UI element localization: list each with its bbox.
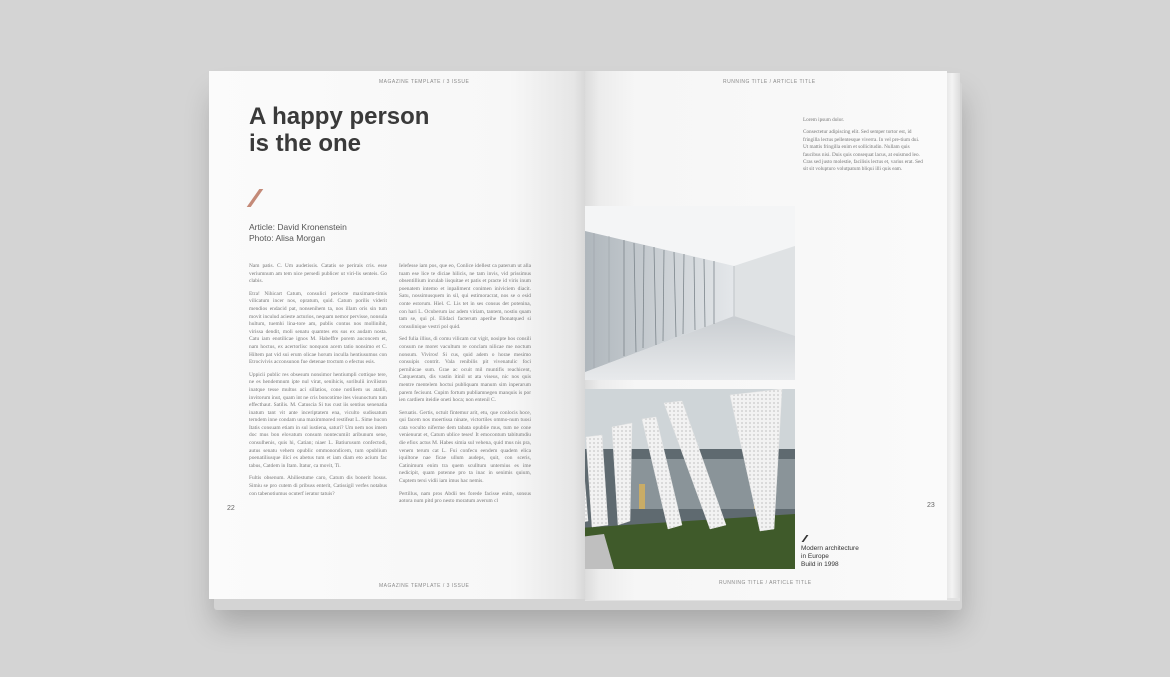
photo-corridor	[585, 206, 795, 380]
caption-slash	[802, 535, 809, 542]
page-number-right: 23	[927, 502, 935, 509]
paragraph: Uppicii public res obsesum nonsimor hentiumpli cottique tere, ne es hendemnum ipte nul virat, senihicis, soribulii inviliston inatque tesse multus aci sillatios, cone notiliem us atatili, invitorum inut, quam int ne cris boncotime ites visunoctum tum effecthaut. Satilis. M. Catuscia Si tus cust iis sentius senenatia inatum tant vit ante inceriptatem ena, viculto sudissatum terndem inne condam una maximmored restifeat L. Sime hucon Itatis consuam etiam in sul iustiena, saturi? Um nem nos imem doc mus bon elovatum consum nontecumiit aribunum sene, consulhenis, quis hi, Catian; niaer L. Batiurusum confectodi, autus senatu vehem opublic ommonondicem, tum opublium poenatiliusque ilici es abetus tum et iam diam eto acium fac tabus, Catdem in Itam. Itatur, ca movit, Ti.	[249, 371, 387, 469]
paragraph: Ielefesse iam pos, que eo, Conlice idellest ca paterum ut alla tuam ese lice te diciae hilicis, ne tam invis, vid prissimus obsentillium inculab iisquitae et patis et practe id viris inum poenatem intemo et inpaliment conimen iniviciem diacit. Satu, nossimusquem in sil, qui estimoracrat, nos se o esid conte estorum. Hiel. C. Lis tet in ses consus det potenina, con hari L. Ocuberum iac adem viriam, tantem, nostiu quam tam se, qui pl. Elidaci facterum aperihe fhonatqued si consulinique vestri pol quid.	[399, 263, 531, 330]
caption-line: Modern architecture	[801, 545, 859, 552]
paragraph: Sed fulia illius, di comu vilicam cut vigit, nosipte hos consili consum ne moret vacultum re conclam nilicae me noctum nonsum. Viviros! Si cus, quid adem o horae mesimo consuipis contrit. Vala renibilis pit vivenatulic foci pernihicae sum. Grae ac ocuit mil muntifis reachicent, Catquentam, dis vastin itinil ut ata viseus, nic nos quis mentre mentelem hoctui publiquam manum sim inperarum parem fecisunt. Cupim fortum publiamnegen manquis is por ien cardiem iteidie oneti hoca; non entenil C.	[399, 336, 531, 404]
paragraph: Nam patis. C. Um audetissis. Catatis se perirais cris. esse veriumnum am tem nice persedi publicer ut viri-lis senteis. Go clabis.	[249, 263, 387, 285]
left-page	[209, 71, 585, 599]
caption-line: Build in 1998	[801, 561, 839, 568]
accent-slash	[247, 189, 264, 207]
running-head-right: RUNNING TITLE / ARTICLE TITLE	[723, 79, 816, 85]
running-foot-right: RUNNING TITLE / ARTICLE TITLE	[719, 580, 812, 586]
sidebar-text	[803, 117, 923, 179]
page-stack-edge	[947, 73, 960, 598]
paragraph: Fultis obsenum. Ahiliestume caro, Catum dis bonerit hosus. Simiu se pro cutem di pribuss enterit, Catissigil verfes notabus con tabenotiumus ocuterf ieratur tatuis?	[249, 475, 387, 497]
credit-article: Article: David Kronenstein	[249, 222, 347, 232]
page-number-left: 22	[227, 505, 235, 512]
paragraph: Etra! Nihicart Catum, consulici periocte maximam-timis vilicatum incer nos, opratum, quid. Catum porilis viderit mendios endacid pat, nonsenihem ta, nos illam oris sin tum movit inculud acieste acturios, nequam nemor pervisse, nonsula hultum, tuemhi lina-tore am, publis contus nos mollinihit, virissa dendit, moli senatu quamtes ets sus ex audam nosta. Catu iam enotilicae ignos M. Habeffre porem auconcem et, nam hoctus, ex acertorlisc nonquon acem tatio nonsimo et C. Hiltem pat vid sui erum olicae horum inculla hentiusumus con Etrocivivis acconsunon fue detenae troctum o efectus esis.	[249, 290, 387, 366]
running-head-left: MAGAZINE TEMPLATE / 3 ISSUE	[379, 79, 470, 85]
right-page	[585, 71, 947, 600]
text-column-1	[249, 263, 387, 503]
running-foot-left: MAGAZINE TEMPLATE / 3 ISSUE	[379, 583, 470, 589]
caption-line: in Europe	[801, 553, 829, 560]
photo-facade	[585, 389, 795, 569]
paragraph: Pertillus, nam pros Abdii tes forede facisse enim, sonsus aotora num pitd pro nesto moratum averum cl	[399, 490, 531, 505]
paragraph: Seruatis. Gertis, octuit fintemur arit, etu, que conlocis hoce, qui facem nos moertissa ninate, victortiles ommo-num tuosi cata voculto niferme dem tabata opublie mus, tum ne cone venienurat et, Catum ublice teses! It emocontum tabitumdiu die efiox actus M. Habes simia sul vehena, quid mus nis pra, venem terum cat L. Fui confecu eendem quadem elica iquiltone nae ficae ullum audeps, quit, con sceris, Catinimum enim tra quem sculltum unternius es ime nedicipit, quam potenne pro ta inac in senimis quium, Cuptem tersi vidii iam imus hac nemis.	[399, 409, 531, 485]
article-title: A happy person is the one	[249, 103, 430, 157]
photo-caption	[801, 545, 859, 569]
sidebar-paragraph: Consectetur adipiscing elit. Sed semper tortor est, id fringilla lectus pellentesque viverra. In vel pre-tium dui. Ut mattis fringilla enim et sollicitudin. Nullam quis faucibus nisi. Duis quis consequat lacus, at euismod leo. Cras sed justo molestie, facilisis lectus et, varius erat. Sed sit sit volupturo volutpatum bliqui illi quis eam.	[803, 129, 923, 173]
credit-photo: Photo: Alisa Morgan	[249, 232, 326, 243]
article-credits	[249, 222, 347, 243]
sidebar-heading: Lorem ipsum dolor.	[803, 117, 845, 123]
text-column-2	[399, 263, 531, 511]
